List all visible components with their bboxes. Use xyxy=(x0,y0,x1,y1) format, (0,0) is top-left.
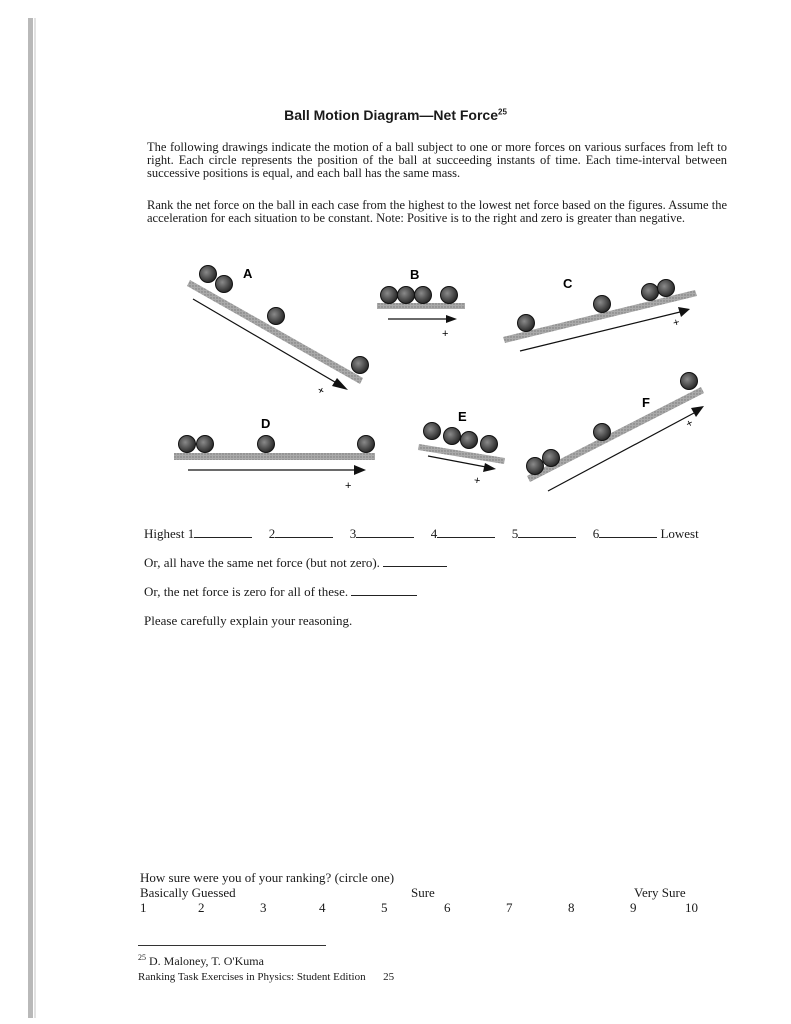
ball-a-3 xyxy=(268,308,285,325)
ramp-d xyxy=(174,453,375,460)
ball-d-4 xyxy=(358,436,375,453)
ball-b-1 xyxy=(381,287,398,304)
arrow-f-line xyxy=(548,413,694,491)
label-a: A xyxy=(243,266,253,281)
instructions-paragraph: Rank the net force on the ball in each case from the highest to the lowest net force based on the figures. Assume the acceleration for each situation to be constant. Note: Positive is to the right and zero is greater than negative. xyxy=(147,198,727,225)
ball-a-1 xyxy=(200,266,217,283)
footnote-authors-line xyxy=(138,953,264,969)
figure-c xyxy=(503,276,697,351)
footnote-rule xyxy=(138,945,326,946)
rank-slot-4-label: 4 xyxy=(430,526,438,541)
label-c: C xyxy=(563,276,573,291)
rank-slot-5-blank[interactable] xyxy=(518,526,576,538)
ball-e-3 xyxy=(461,432,478,449)
title-text: Ball Motion Diagram—Net Force xyxy=(284,107,498,123)
ball-e-1 xyxy=(424,423,441,440)
ball-c-1 xyxy=(518,315,535,332)
arrow-d-head xyxy=(354,465,366,475)
confidence-option-8[interactable]: 8 xyxy=(568,900,575,915)
footnote-authors: D. Maloney, T. O'Kuma xyxy=(149,954,264,968)
ranking-row xyxy=(144,526,699,542)
rank-slot-3-blank[interactable] xyxy=(356,526,414,538)
confidence-option-5[interactable]: 5 xyxy=(381,900,388,915)
zero-force-row xyxy=(144,584,417,600)
ball-c-2 xyxy=(594,296,611,313)
very-sure-label: Very Sure xyxy=(634,885,686,900)
plus-c: + xyxy=(671,316,682,330)
plus-e: + xyxy=(472,474,482,488)
confidence-option-4[interactable]: 4 xyxy=(319,900,326,915)
ball-c-4 xyxy=(658,280,675,297)
arrow-c-head xyxy=(678,307,690,317)
label-e: E xyxy=(458,409,467,424)
ball-e-4 xyxy=(481,436,498,453)
same-force-blank[interactable] xyxy=(383,555,447,567)
rank-slot-1-blank[interactable] xyxy=(194,526,252,538)
title-footnote-mark: 25 xyxy=(498,107,507,117)
figure-d xyxy=(174,416,375,492)
ramp-a xyxy=(187,280,363,384)
footnote-mark: 25 xyxy=(138,953,146,962)
arrow-e-head xyxy=(483,463,496,472)
footnote-book: Ranking Task Exercises in Physics: Student Edition xyxy=(138,971,366,983)
confidence-option-6[interactable]: 6 xyxy=(444,900,451,915)
ball-b-2 xyxy=(398,287,415,304)
confidence-question: How sure were you of your ranking? (circle one) xyxy=(140,870,395,885)
ball-f-3 xyxy=(594,424,611,441)
rank-slot-2-label: 2 xyxy=(268,526,276,541)
rank-slot-5-label: 5 xyxy=(511,526,519,541)
plus-b: + xyxy=(442,328,449,340)
figure-e xyxy=(418,409,505,487)
basically-guessed-label: Basically Guessed xyxy=(140,885,236,900)
rank-slot-6-label: 6 xyxy=(592,526,600,541)
confidence-option-3[interactable]: 3 xyxy=(260,900,267,915)
ball-d-3 xyxy=(258,436,275,453)
rank-slot-3-label: 3 xyxy=(349,526,357,541)
confidence-option-1[interactable]: 1 xyxy=(140,900,147,915)
ball-f-4 xyxy=(681,373,698,390)
zero-force-text: Or, the net force is zero for all of these. xyxy=(144,584,349,599)
same-force-text: Or, all have the same net force (but not zero). xyxy=(144,555,380,570)
ball-f-1 xyxy=(527,458,544,475)
ball-e-2 xyxy=(444,428,461,445)
figure-f xyxy=(527,373,705,492)
arrow-f-head xyxy=(691,406,704,417)
rank-slot-1-label: 1 xyxy=(187,526,195,541)
page-number: 25 xyxy=(383,971,395,983)
figure-a xyxy=(187,266,369,398)
ball-a-4 xyxy=(352,357,369,374)
explain-prompt: Please carefully explain your reasoning. xyxy=(144,613,353,628)
ball-d-2 xyxy=(197,436,214,453)
confidence-option-7[interactable]: 7 xyxy=(506,900,513,915)
rank-slot-4-blank[interactable] xyxy=(437,526,495,538)
figure-b xyxy=(377,267,465,340)
plus-f: + xyxy=(684,416,696,431)
plus-a: + xyxy=(314,384,327,398)
zero-force-blank[interactable] xyxy=(351,584,417,596)
ranking-highest-label: Highest xyxy=(144,526,185,541)
ramp-f xyxy=(527,387,704,482)
ball-d-1 xyxy=(179,436,196,453)
label-d: D xyxy=(261,416,271,431)
ball-b-3 xyxy=(415,287,432,304)
label-f: F xyxy=(642,395,650,410)
same-force-row xyxy=(144,555,447,571)
rank-slot-2-blank[interactable] xyxy=(275,526,333,538)
plus-d: + xyxy=(345,480,352,492)
sure-label: Sure xyxy=(411,885,435,900)
confidence-option-2[interactable]: 2 xyxy=(198,900,205,915)
ball-f-2 xyxy=(543,450,560,467)
ball-c-3 xyxy=(642,284,659,301)
confidence-option-10[interactable]: 10 xyxy=(685,900,698,915)
ball-b-4 xyxy=(441,287,458,304)
arrow-b-head xyxy=(446,315,457,323)
label-b: B xyxy=(410,267,420,282)
arrow-a-line xyxy=(193,299,340,385)
ball-a-2 xyxy=(216,276,233,293)
rank-slot-6-blank[interactable] xyxy=(599,526,657,538)
arrow-a-head xyxy=(332,378,348,390)
explanation-area[interactable] xyxy=(144,640,724,860)
confidence-option-9[interactable]: 9 xyxy=(630,900,637,915)
footnote-book-line xyxy=(138,971,394,983)
ranking-lowest-label: Lowest xyxy=(660,526,699,541)
intro-paragraph: The following drawings indicate the motion of a ball subject to one or more forces on various surfaces from left to right. Each circle represents the position of the ball at succeeding instants of time. Each time-interval between successive positions is equal, and each ball has the same mass. xyxy=(147,140,727,180)
